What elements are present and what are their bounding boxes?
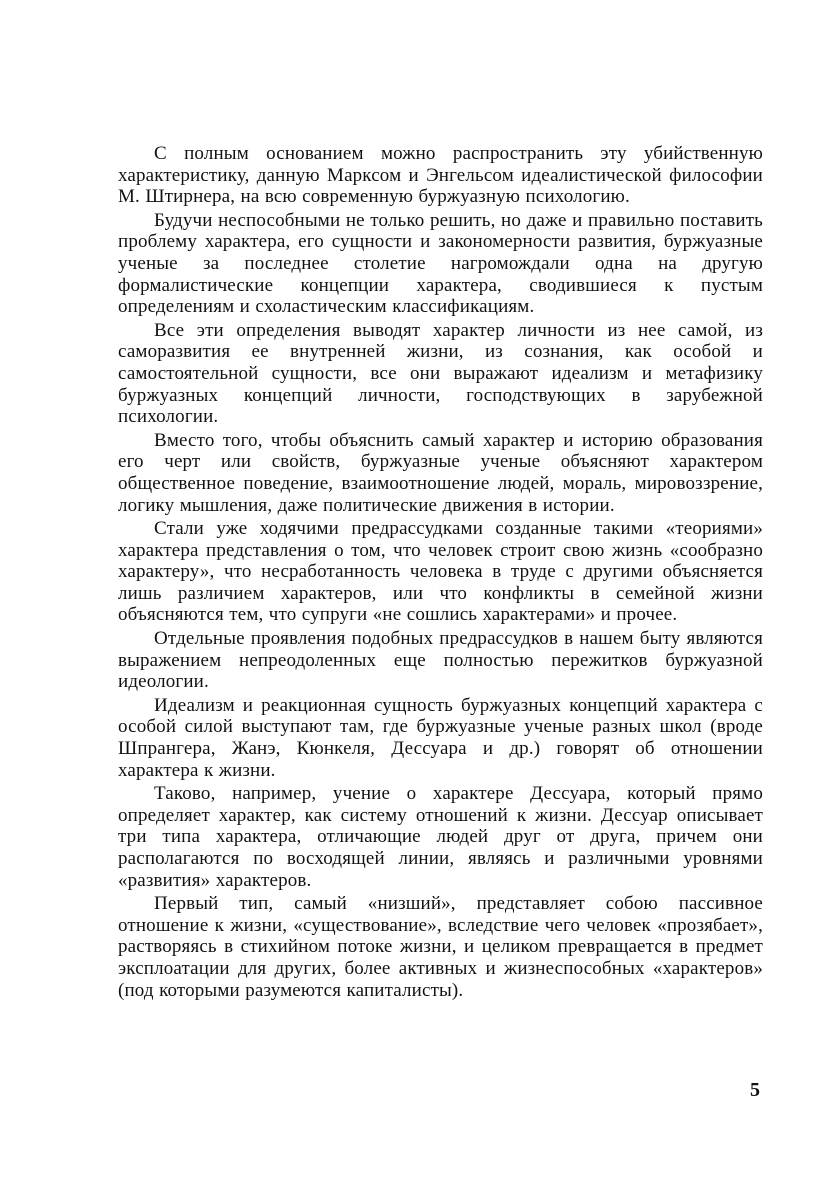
paragraph: Таково, например, учение о характере Дессуара, который прямо определяет характер, как систему отношений к жизни. Дессуар описывает три типа характера, отличающие людей друг от друга, причем они располагаются по восходящей линии, являясь и различными уровнями «развития» характеров. (118, 783, 763, 891)
paragraph: Все эти определения выводят характер личности из нее самой, из саморазвития ее внутренней жизни, из сознания, как особой и самостоятельной сущности, все они выражают идеализм и метафизику буржуазных концепций личности, господствующих в зарубежной психологии. (118, 319, 763, 428)
paragraph: Первый тип, самый «низший», представляет собою пассивное отношение к жизни, «существование», вследствие чего человек «прозябает», растворяясь в стихийном потоке жизни, и целиком превращается в предмет эксплоатации для других, более активных и жизнеспособных «характеров» (под которыми разумеются капиталисты). (118, 893, 763, 1001)
page-number: 5 (750, 1079, 760, 1101)
paragraph: Будучи неспособными не только решить, но даже и правильно поставить проблему характера, его сущности и закономерности развития, буржуазные ученые за последнее столетие нагромождали одна на другую формалистические концепции характера, сводившиеся к пустым определениям и схоластическим классификациям. (118, 209, 763, 318)
paragraph: Вместо того, чтобы объяснить самый характер и историю образования его черт или свойств, буржуазные ученые объясняют характером общественное поведение, взаимоотношение людей, мораль, мировоззрение, логику мышления, даже политические движения в истории. (118, 429, 763, 516)
paragraph: С полным основанием можно распространить эту убийственную характеристику, данную Марксом и Энгельсом идеалистической философии М. Штирнера, на всю современную буржуазную психологию. (118, 143, 763, 208)
paragraph: Отдельные проявления подобных предрассудков в нашем быту являются выражением непреодоленных еще полностью пережитков буржуазной идеологии. (118, 628, 763, 693)
paragraph: Стали уже ходячими предрассудками созданные такими «теориями» характера представления о том, что человек строит свою жизнь «сообразно характеру», что несработанность человека в труде с другими объясняется лишь различием характеров, или что конфликты в семейной жизни объясняются тем, что супруги «не сошлись характерами» и прочее. (118, 518, 763, 626)
paragraph: Идеализм и реакционная сущность буржуазных концепций характера с особой силой выступают там, где буржуазные ученые разных школ (вроде Шпрангера, Жанэ, Кюнкеля, Дессуара и др.) говорят об отношении характера к жизни. (118, 694, 763, 781)
body-text (118, 143, 763, 1003)
